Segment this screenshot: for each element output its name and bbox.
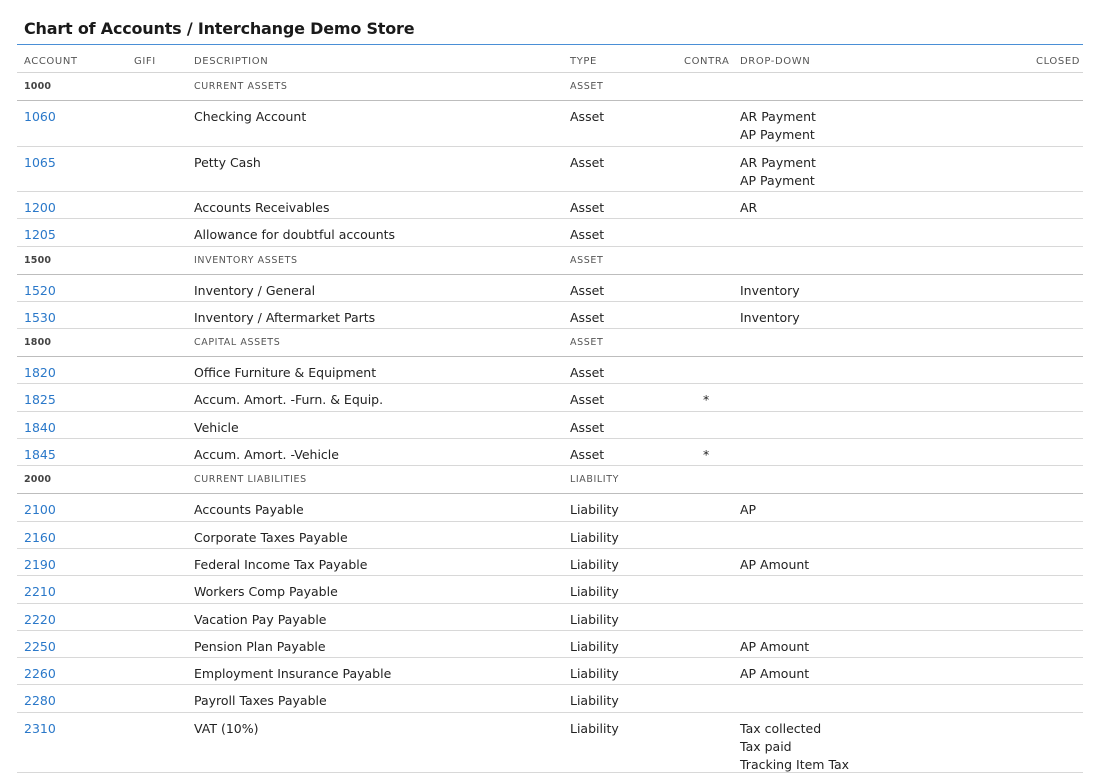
account-row xyxy=(17,357,1083,384)
heading-description: CURRENT LIABILITIES xyxy=(194,474,307,486)
dropdown-links xyxy=(740,720,849,773)
table-header-row xyxy=(17,45,1083,73)
account-row xyxy=(17,658,1083,685)
account-number xyxy=(24,364,56,382)
account-number xyxy=(24,199,56,217)
dropdown-link-entry: AP Amount xyxy=(740,556,810,572)
dropdown-link-entry: AP Amount xyxy=(740,638,810,654)
account-type: Asset xyxy=(570,227,605,243)
dropdown-link-entry: AR Payment xyxy=(740,154,816,170)
account-type: Liability xyxy=(570,720,619,736)
account-type: Liability xyxy=(570,556,619,572)
account-type: Liability xyxy=(570,693,619,709)
account-number-link[interactable]: 2310 xyxy=(24,720,56,736)
account-number-link[interactable]: 2280 xyxy=(24,693,56,709)
account-type: Asset xyxy=(570,200,605,215)
account-type: Liability xyxy=(570,666,619,682)
account-number xyxy=(24,154,56,172)
account-number-link[interactable]: 1205 xyxy=(24,227,56,243)
dropdown-link-entry: AP Amount xyxy=(740,666,810,682)
account-type: Asset xyxy=(570,282,605,298)
account-number-link[interactable]: 1060 xyxy=(24,109,56,124)
account-description: Allowance for doubtful accounts xyxy=(194,227,396,243)
account-number-link[interactable]: 2190 xyxy=(24,556,56,572)
account-heading-row xyxy=(17,247,1083,275)
account-description: Workers Comp Payable xyxy=(194,584,338,600)
account-type: Asset xyxy=(570,447,605,463)
account-number xyxy=(24,391,56,409)
account-description: Pension Plan Payable xyxy=(194,638,326,654)
heading-number: 1500 xyxy=(24,254,52,266)
account-row xyxy=(17,522,1083,549)
column-header-description[interactable]: DESCRIPTION xyxy=(194,56,269,67)
account-description: Vacation Pay Payable xyxy=(194,611,327,627)
account-description: Corporate Taxes Payable xyxy=(194,529,348,545)
account-number-link[interactable]: 1530 xyxy=(24,309,56,325)
dropdown-link-entry: AP Payment xyxy=(740,127,815,142)
account-number-link[interactable]: 2220 xyxy=(24,611,56,627)
account-description: Inventory / Aftermarket Parts xyxy=(194,309,376,325)
account-number-link[interactable]: 2160 xyxy=(24,529,56,545)
account-row xyxy=(17,101,1083,147)
account-row xyxy=(17,549,1083,576)
heading-description: CURRENT ASSETS xyxy=(194,81,288,92)
account-type: Asset xyxy=(570,109,605,124)
dropdown-links xyxy=(740,199,757,217)
heading-number: 2000 xyxy=(24,474,52,486)
account-number-link[interactable]: 1200 xyxy=(24,200,56,215)
dropdown-links xyxy=(740,638,809,656)
account-row xyxy=(17,302,1083,329)
account-type: Liability xyxy=(570,638,619,654)
account-type: Liability xyxy=(570,529,619,545)
dropdown-link-entry: AP xyxy=(740,502,757,518)
account-description: Accounts Receivables xyxy=(194,200,330,215)
account-row xyxy=(17,604,1083,631)
heading-description: CAPITAL ASSETS xyxy=(194,337,281,349)
account-number-link[interactable]: 1820 xyxy=(24,365,56,381)
dropdown-links xyxy=(740,665,809,683)
dropdown-links xyxy=(740,309,800,327)
contra-marker: * xyxy=(703,447,710,463)
account-type: Asset xyxy=(570,309,605,325)
account-number xyxy=(24,446,56,464)
account-number xyxy=(24,638,56,656)
account-number-link[interactable]: 2260 xyxy=(24,666,56,682)
account-number-link[interactable]: 1520 xyxy=(24,282,56,298)
account-number xyxy=(24,226,56,244)
account-description: Federal Income Tax Payable xyxy=(194,556,368,572)
dropdown-link-entry: Inventory xyxy=(740,282,800,298)
dropdown-link-entry: AP Payment xyxy=(740,172,815,188)
dropdown-links xyxy=(740,501,756,519)
dropdown-links xyxy=(740,556,809,574)
account-number-link[interactable]: 1065 xyxy=(24,154,56,170)
account-row xyxy=(17,576,1083,603)
account-number xyxy=(24,501,56,519)
dropdown-link-entry: Tax paid xyxy=(740,738,792,754)
heading-type: LIABILITY xyxy=(570,474,620,486)
column-header-gifi[interactable]: GIFI xyxy=(134,56,156,67)
account-number-link[interactable]: 1825 xyxy=(24,392,56,408)
account-number xyxy=(24,529,56,547)
account-description: Office Furniture & Equipment xyxy=(194,365,377,381)
account-description: Accum. Amort. -Vehicle xyxy=(194,447,339,463)
account-type: Asset xyxy=(570,365,605,381)
dropdown-links xyxy=(740,108,816,144)
account-number-link[interactable]: 1845 xyxy=(24,447,56,463)
account-description: Vehicle xyxy=(194,419,239,435)
account-description: Accum. Amort. -Furn. & Equip. xyxy=(194,392,384,408)
account-number-link[interactable]: 2250 xyxy=(24,638,56,654)
account-description: Employment Insurance Payable xyxy=(194,666,392,682)
dropdown-link-entry: Inventory xyxy=(740,309,800,325)
account-description: Inventory / General xyxy=(194,282,316,298)
account-number xyxy=(24,108,56,126)
account-number xyxy=(24,419,56,437)
account-number xyxy=(24,692,56,710)
column-header-dropdown[interactable]: DROP-DOWN xyxy=(740,56,811,67)
account-number xyxy=(24,583,56,601)
account-row xyxy=(17,631,1083,658)
dropdown-links xyxy=(740,282,800,300)
account-type: Asset xyxy=(570,419,605,435)
page-title: Chart of Accounts / Interchange Demo Store xyxy=(24,19,415,38)
account-number-link[interactable]: 2210 xyxy=(24,584,56,600)
dropdown-link-entry: AR xyxy=(740,200,758,215)
dropdown-link-entry: Tracking Item Tax xyxy=(740,756,850,772)
account-type: Liability xyxy=(570,502,619,518)
account-row xyxy=(17,219,1083,246)
account-type: Liability xyxy=(570,611,619,627)
accounts-table xyxy=(17,45,1083,773)
account-heading-row xyxy=(17,466,1083,494)
heading-description: INVENTORY ASSETS xyxy=(194,254,298,266)
account-row xyxy=(17,192,1083,219)
account-row xyxy=(17,147,1083,193)
heading-type: ASSET xyxy=(570,81,604,92)
account-row xyxy=(17,412,1083,439)
column-header-account[interactable]: ACCOUNT xyxy=(24,56,78,67)
account-row xyxy=(17,685,1083,712)
account-description: Checking Account xyxy=(194,109,307,124)
account-number-link[interactable]: 1840 xyxy=(24,419,56,435)
account-heading-row xyxy=(17,329,1083,357)
heading-number: 1800 xyxy=(24,337,52,349)
account-type: Asset xyxy=(570,392,605,408)
heading-type: ASSET xyxy=(570,337,604,349)
heading-type: ASSET xyxy=(570,254,604,266)
account-heading-row xyxy=(17,73,1083,101)
account-description: Payroll Taxes Payable xyxy=(194,693,327,709)
account-row xyxy=(17,384,1083,411)
account-description: Accounts Payable xyxy=(194,502,304,518)
account-row xyxy=(17,275,1083,302)
account-type: Liability xyxy=(570,584,619,600)
account-type: Asset xyxy=(570,154,605,170)
dropdown-link-entry: Tax collected xyxy=(740,720,822,736)
account-row xyxy=(17,439,1083,466)
account-number xyxy=(24,665,56,683)
account-number xyxy=(24,611,56,629)
account-number xyxy=(24,309,56,327)
dropdown-links xyxy=(740,154,816,190)
account-number xyxy=(24,720,56,738)
table-body xyxy=(17,73,1083,773)
column-header-contra[interactable]: CONTRA xyxy=(684,56,730,67)
account-description: Petty Cash xyxy=(194,154,261,170)
heading-number: 1000 xyxy=(24,81,52,92)
account-number xyxy=(24,282,56,300)
dropdown-link-entry: AR Payment xyxy=(740,109,816,124)
account-row xyxy=(17,494,1083,521)
column-header-closed[interactable]: CLOSED xyxy=(1036,56,1081,67)
account-row xyxy=(17,713,1083,773)
account-description: VAT (10%) xyxy=(194,720,259,736)
contra-marker: * xyxy=(703,392,710,408)
column-header-type[interactable]: TYPE xyxy=(570,56,597,67)
account-number xyxy=(24,556,56,574)
account-number-link[interactable]: 2100 xyxy=(24,502,56,518)
